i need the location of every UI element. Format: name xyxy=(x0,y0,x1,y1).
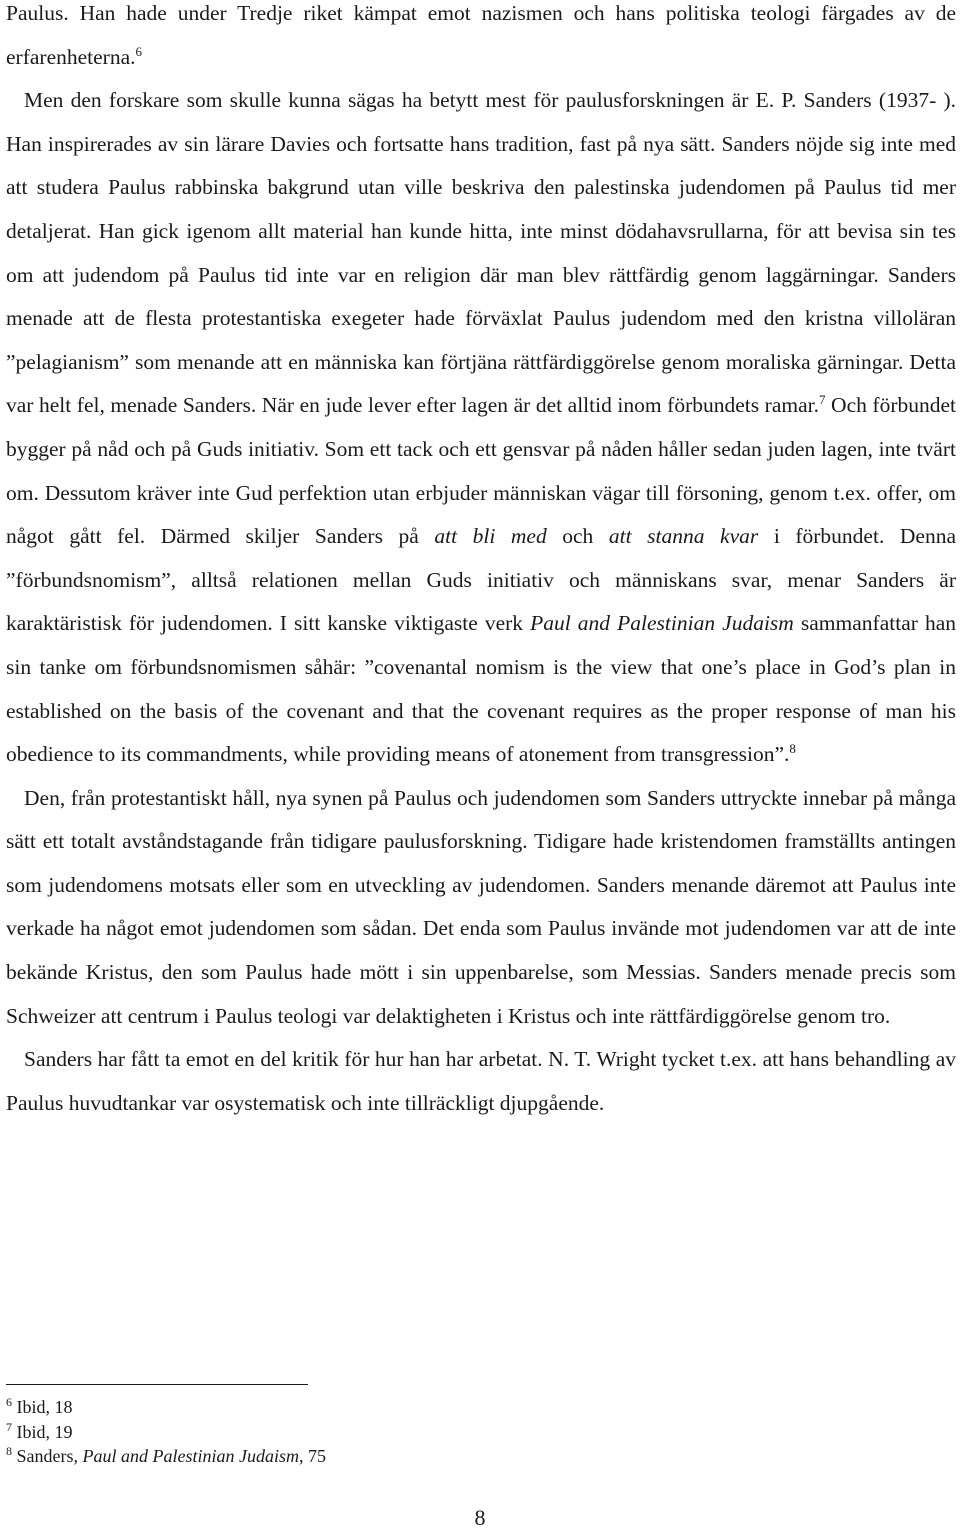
text-run: Sanders har fått ta emot en del kritik för hur han har arbetat. N. T. Wright tycket t.ex. att hans behandling av Paulus huvudtankar var osystematisk och inte tillräckligt djupgående. xyxy=(6,1047,956,1115)
text-run: och xyxy=(546,524,609,549)
text-run: Sanders, xyxy=(12,1446,83,1466)
italic-text: att stanna kvar xyxy=(608,524,759,549)
text-run: , 75 xyxy=(298,1446,326,1466)
paragraph xyxy=(6,79,956,777)
text-run: sammanfattar han sin tanke om förbundsnomismen såhär: ”covenantal nomism is the view that one’s place in God’s plan in established on the basis of the covenant and that the covenant requires as the proper response of man his obedience to its commandments, while providing means of atonement from transgression”. xyxy=(6,611,957,767)
paragraph xyxy=(6,0,956,79)
body-text xyxy=(6,0,956,1125)
paragraph xyxy=(6,777,956,1039)
footnotes xyxy=(6,1395,906,1469)
footnote-reference: 6 xyxy=(135,43,142,59)
text-run: Paulus. Han hade under Tredje riket kämpat emot nazismen och hans politiska teologi färgades av de erfarenheterna. xyxy=(6,1,956,69)
italic-text: Paul and Palestinian Judaism xyxy=(530,611,794,636)
italic-text: att bli med xyxy=(434,524,547,549)
italic-text: Paul and Palestinian Judaism xyxy=(82,1446,299,1466)
footnote xyxy=(6,1444,906,1469)
text-run: Ibid, 18 xyxy=(12,1397,73,1417)
page-number: 8 xyxy=(474,1505,486,1530)
footnote xyxy=(6,1395,906,1420)
footnote-reference: 8 xyxy=(789,740,796,756)
footnote xyxy=(6,1420,906,1445)
footnote-reference: 7 xyxy=(818,392,826,408)
footnote-number: 8 xyxy=(6,1444,12,1458)
text-run: i förbundet. Denna ”förbundsnomism”, alltså relationen mellan Guds initiativ och människans svar, menar Sanders är karaktäristisk för judendomen. I sitt kanske viktigaste verk xyxy=(6,524,956,636)
text-run: Men den forskare som skulle kunna sägas ha betytt mest för paulusforskningen är E. P. Sanders (1937- ). Han inspirerades av sin lärare Davies och fortsatte hans tradition, fast på nya sätt. Sanders nöjde sig inte med att studera Paulus rabbinska bakgrund utan ville beskriva den palestinska judendomen på Paulus tid mer detaljerat. Han gick igenom allt material han kunde hitta, inte minst dödahavsrullarna, för att bevisa sin tes om att judendom på Paulus tid inte var en religion där man blev rättfärdig genom laggärningar. Sanders menade att de flesta protestantiska exegeter hade förväxlat Paulus judendom med den kristna villoläran ”pelagianism” som menande att en människa kan förtjäna rättfärdiggörelse genom moraliska gärningar. Detta var helt fel, menade Sanders. När en jude lever efter lagen är det alltid inom förbundets ramar. xyxy=(6,88,956,418)
footnote-separator xyxy=(6,1384,308,1385)
footnote-number: 7 xyxy=(6,1419,12,1434)
text-run: Den, från protestantiskt håll, nya synen på Paulus och judendomen som Sanders uttryckte innebar på många sätt ett totalt avståndstagande från tidigare paulusforskning. Tidigare hade kristendomen framställts antingen som judendomens motsats eller som en utveckling av judendomen. Sanders menande däremot att Paulus inte verkade ha något emot judendomen som sådan. Det enda som Paulus invände mot judendomen var att de inte bekände Kristus, den som Paulus hade mött i sin uppenbarelse, som Messias. Sanders menade precis som Schweizer att centrum i Paulus teologi var delaktigheten i Kristus och inte rättfärdiggörelse genom tro. xyxy=(6,785,956,1028)
paragraph xyxy=(6,1038,956,1125)
footnote-number: 6 xyxy=(6,1395,12,1409)
text-run: Ibid, 19 xyxy=(12,1421,73,1442)
text-run: Och förbundet bygger på nåd och på Guds initiativ. Som ett tack och ett gensvar på nåden håller sedan juden lagen, inte tvärt om. Dessutom kräver inte Gud perfektion utan erbjuder människan vägar till försoning, genom t.ex. offer, om något gått fel. Därmed skiljer Sanders på xyxy=(6,393,956,549)
